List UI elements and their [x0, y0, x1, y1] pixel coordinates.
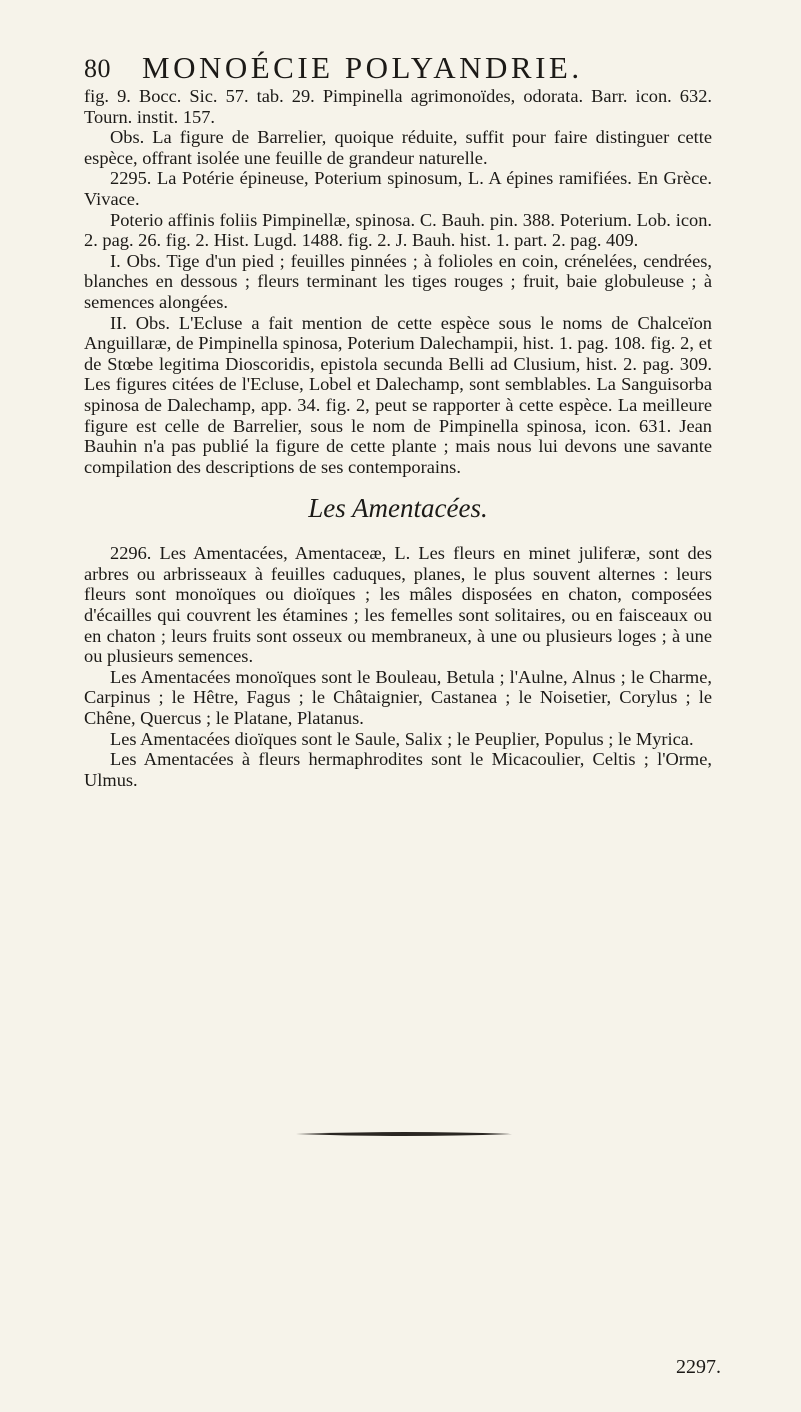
paragraph-dioiques: Les Amentacées dioïques sont le Saule, Salix ; le Peuplier, Populus ; le Myrica.: [110, 728, 694, 749]
catchword: 2297.: [676, 1356, 721, 1378]
paragraph-obs: Obs. La figure de Barrelier, quoique réduite, suffit pour faire distinguer cette espèce, offrant isolée une feuille de grandeur naturelle.: [84, 127, 712, 168]
paragraph-hermaphrodites: Les Amentacées à fleurs hermaphrodites sont le Micacoulier, Celtis ; l'Orme, Ulmus.: [84, 749, 712, 790]
running-title: MONOÉCIE POLYANDRIE.: [142, 50, 583, 85]
paragraph-obs-2: II. Obs. L'Ecluse a fait mention de cette espèce sous le noms de Chalceïon Anguillaræ, de Pimpinella spinosa, Poterium Dalechampii, hist. 1. pag. 108. fig. 2, et de Stœbe legitima Dioscoridis, epistola secunda Belli ad Clusium, hist. 2. pag. 309. Les figures citées de l'Ecluse, Lobel et Dalechamp, sont semblables. La Sanguisorba spinosa de Dalechamp, app. 34. fig. 2, peut se rapporter à cette espèce. La meilleure figure est celle de Barrelier, sous le nom de Pimpinella spinosa, icon. 631. Jean Bauhin n'a pas publié la figure de cette plante ; mais nous lui devons une savante compilation des descriptions de ses contemporains.: [84, 312, 712, 477]
page-header: [84, 50, 724, 86]
page-number: 80: [84, 54, 111, 83]
paragraph-obs-1: I. Obs. Tige d'un pied ; feuilles pinnées ; à folioles en coin, crénelées, cendrées, blanches en dessous ; fleurs terminant les tiges rouges ; fruit, baie globuleuse ; à semences alongées.: [84, 250, 712, 312]
section-title: Les Amentacées.: [308, 493, 488, 524]
paragraph-2295: 2295. La Potérie épineuse, Poterium spinosum, L. A épines ramifiées. En Grèce. Vivace.: [84, 168, 712, 209]
paragraph-synonyms: Poterio affinis foliis Pimpinellæ, spinosa. C. Bauh. pin. 388. Poterium. Lob. icon. 2. pag. 26. fig. 2. Hist. Lugd. 1488. fig. 2. J. Bauh. hist. 1. part. 2. pag. 409.: [84, 209, 712, 251]
paragraph-2296: 2296. Les Amentacées, Amentaceæ, L. Les fleurs en minet juliferæ, sont des arbres ou arbrisseaux à feuilles caduques, planes, le plus souvent alternes : leurs fleurs sont monoïques ou dioïques ; les mâles disposées en chaton, composées d'écailles qui couvrent les étamines ; les femelles sont solitaires, ou en faisceaux ou en chaton ; leurs fruits sont osseux ou membraneux, à une ou plusieurs loges ; à une ou plusieurs semences.: [84, 543, 712, 667]
page-body: [84, 86, 712, 790]
paragraph-citation: fig. 9. Bocc. Sic. 57. tab. 29. Pimpinella agrimonoïdes, odorata. Barr. icon. 632. Tourn. instit. 157.: [84, 86, 712, 127]
ornamental-divider: [296, 1131, 512, 1137]
paragraph-monoiques: Les Amentacées monoïques sont le Bouleau, Betula ; l'Aulne, Alnus ; le Charme, Carpinus ; le Hêtre, Fagus ; le Châtaignier, Castanea ; le Noisetier, Corylus ; le Chêne, Quercus ; le Platane, Platanus.: [84, 666, 712, 729]
